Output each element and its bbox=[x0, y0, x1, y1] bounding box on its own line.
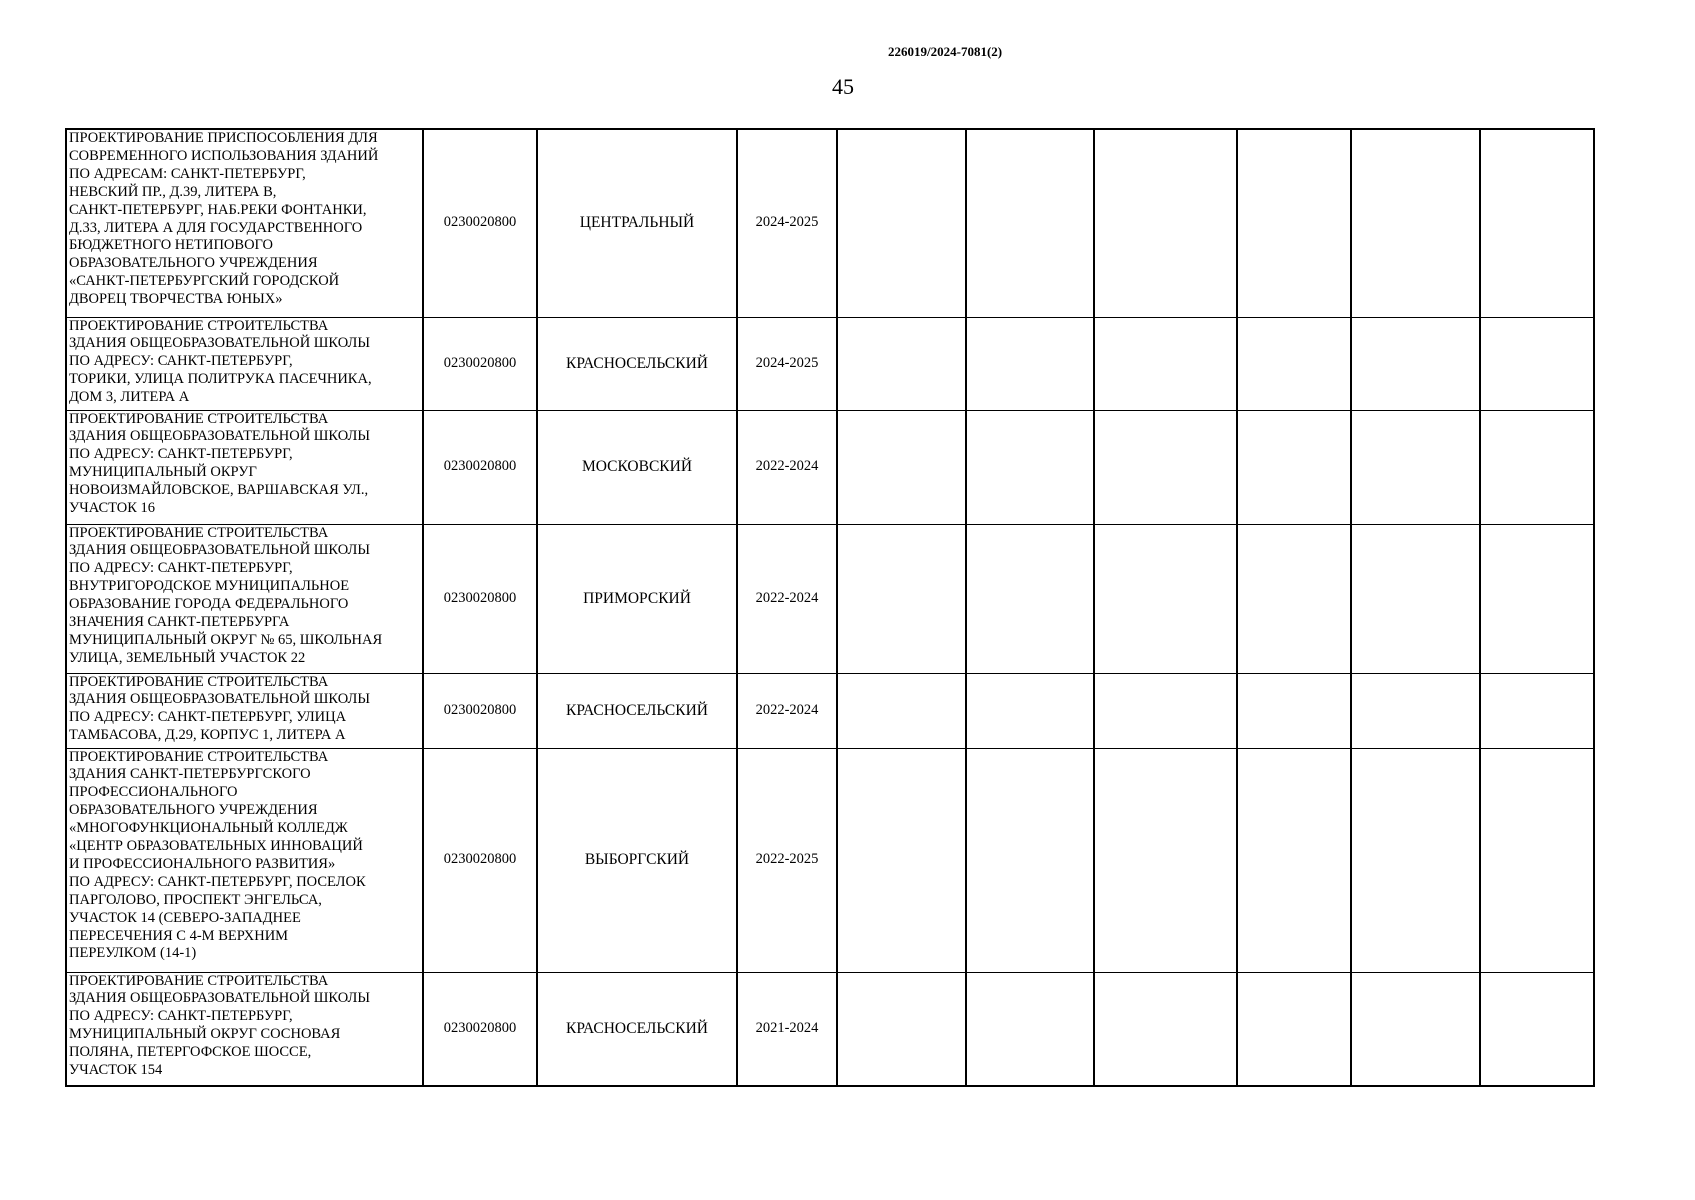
project-description: ПРОЕКТИРОВАНИЕ СТРОИТЕЛЬСТВА ЗДАНИЯ ОБЩЕОБРАЗОВАТЕЛЬНОЙ ШКОЛЫ ПО АДРЕСУ: САНКТ-ПЕТЕРБУРГ, ТОРИКИ, УЛИЦА ПОЛИТРУКА ПАСЕЧНИКА, ДОМ 3, ЛИТЕРА А bbox=[66, 317, 423, 410]
project-description: ПРОЕКТИРОВАНИЕ ПРИСПОСОБЛЕНИЯ ДЛЯ СОВРЕМЕННОГО ИСПОЛЬЗОВАНИЯ ЗДАНИЙ ПО АДРЕСАМ: САНКТ-ПЕТЕРБУРГ, НЕВСКИЙ ПР., Д.39, ЛИТЕРА В, САНКТ-ПЕТЕРБУРГ, НАБ.РЕКИ ФОНТАНКИ, Д.33, ЛИТЕРА А ДЛЯ ГОСУДАРСТВЕННОГО БЮДЖЕТНОГО НЕТИПОВОГО ОБРАЗОВАТЕЛЬНОГО УЧРЕЖДЕНИЯ «САНКТ-ПЕТЕРБУРГСКИЙ ГОРОДСКОЙ ДВОРЕЦ ТВОРЧЕСТВА ЮНЫХ» bbox=[66, 129, 423, 317]
empty-cell bbox=[1480, 972, 1594, 1086]
project-description: ПРОЕКТИРОВАНИЕ СТРОИТЕЛЬСТВА ЗДАНИЯ ОБЩЕОБРАЗОВАТЕЛЬНОЙ ШКОЛЫ ПО АДРЕСУ: САНКТ-ПЕТЕРБУРГ, ВНУТРИГОРОДСКОЕ МУНИЦИПАЛЬНОЕ ОБРАЗОВАНИЕ ГОРОДА ФЕДЕРАЛЬНОГО ЗНАЧЕНИЯ САНКТ-ПЕТЕРБУРГА МУНИЦИПАЛЬНЫЙ ОКРУГ № 65, ШКОЛЬНАЯ УЛИЦА, ЗЕМЕЛЬНЫЙ УЧАСТОК 22 bbox=[66, 524, 423, 673]
table-row bbox=[66, 748, 1594, 972]
table-row bbox=[66, 410, 1594, 524]
table-row bbox=[66, 317, 1594, 410]
empty-cell bbox=[966, 317, 1094, 410]
empty-cell bbox=[1351, 673, 1480, 748]
project-period: 2022-2024 bbox=[737, 524, 837, 673]
budget-code: 0230020800 bbox=[423, 129, 537, 317]
empty-cell bbox=[837, 673, 966, 748]
table-row bbox=[66, 972, 1594, 1086]
budget-code: 0230020800 bbox=[423, 410, 537, 524]
empty-cell bbox=[1237, 129, 1351, 317]
empty-cell bbox=[1480, 129, 1594, 317]
empty-cell bbox=[966, 972, 1094, 1086]
empty-cell bbox=[837, 317, 966, 410]
project-period: 2024-2025 bbox=[737, 129, 837, 317]
empty-cell bbox=[1094, 524, 1237, 673]
empty-cell bbox=[1351, 524, 1480, 673]
empty-cell bbox=[1480, 673, 1594, 748]
table-row bbox=[66, 673, 1594, 748]
projects-table bbox=[65, 128, 1595, 1087]
empty-cell bbox=[966, 410, 1094, 524]
empty-cell bbox=[1237, 972, 1351, 1086]
empty-cell bbox=[1351, 748, 1480, 972]
empty-cell bbox=[1237, 317, 1351, 410]
budget-code: 0230020800 bbox=[423, 972, 537, 1086]
table-row bbox=[66, 524, 1594, 673]
district-name: КРАСНОСЕЛЬСКИЙ bbox=[537, 972, 737, 1086]
empty-cell bbox=[837, 972, 966, 1086]
empty-cell bbox=[1094, 317, 1237, 410]
empty-cell bbox=[966, 748, 1094, 972]
project-description: ПРОЕКТИРОВАНИЕ СТРОИТЕЛЬСТВА ЗДАНИЯ ОБЩЕОБРАЗОВАТЕЛЬНОЙ ШКОЛЫ ПО АДРЕСУ: САНКТ-ПЕТЕРБУРГ, УЛИЦА ТАМБАСОВА, Д.29, КОРПУС 1, ЛИТЕРА А bbox=[66, 673, 423, 748]
budget-code: 0230020800 bbox=[423, 524, 537, 673]
empty-cell bbox=[1237, 748, 1351, 972]
project-description: ПРОЕКТИРОВАНИЕ СТРОИТЕЛЬСТВА ЗДАНИЯ САНКТ-ПЕТЕРБУРГСКОГО ПРОФЕССИОНАЛЬНОГО ОБРАЗОВАТЕЛЬНОГО УЧРЕЖДЕНИЯ «МНОГОФУНКЦИОНАЛЬНЫЙ КОЛЛЕДЖ «ЦЕНТР ОБРАЗОВАТЕЛЬНЫХ ИННОВАЦИЙ И ПРОФЕССИОНАЛЬНОГО РАЗВИТИЯ» ПО АДРЕСУ: САНКТ-ПЕТЕРБУРГ, ПОСЕЛОК ПАРГОЛОВО, ПРОСПЕКТ ЭНГЕЛЬСА, УЧАСТОК 14 (СЕВЕРО-ЗАПАДНЕЕ ПЕРЕСЕЧЕНИЯ С 4-М ВЕРХНИМ ПЕРЕУЛКОМ (14-1) bbox=[66, 748, 423, 972]
empty-cell bbox=[1480, 317, 1594, 410]
empty-cell bbox=[1351, 317, 1480, 410]
empty-cell bbox=[1094, 748, 1237, 972]
empty-cell bbox=[1237, 673, 1351, 748]
project-period: 2022-2024 bbox=[737, 673, 837, 748]
budget-code: 0230020800 bbox=[423, 748, 537, 972]
empty-cell bbox=[1094, 673, 1237, 748]
district-name: КРАСНОСЕЛЬСКИЙ bbox=[537, 673, 737, 748]
empty-cell bbox=[1480, 524, 1594, 673]
empty-cell bbox=[837, 524, 966, 673]
empty-cell bbox=[1237, 524, 1351, 673]
empty-cell bbox=[1237, 410, 1351, 524]
empty-cell bbox=[837, 748, 966, 972]
budget-code: 0230020800 bbox=[423, 673, 537, 748]
project-period: 2022-2025 bbox=[737, 748, 837, 972]
empty-cell bbox=[1351, 972, 1480, 1086]
empty-cell bbox=[1480, 410, 1594, 524]
empty-cell bbox=[1094, 972, 1237, 1086]
empty-cell bbox=[837, 410, 966, 524]
district-name: ЦЕНТРАЛЬНЫЙ bbox=[537, 129, 737, 317]
empty-cell bbox=[1351, 410, 1480, 524]
page-number: 45 bbox=[832, 74, 854, 99]
project-period: 2021-2024 bbox=[737, 972, 837, 1086]
empty-cell bbox=[966, 129, 1094, 317]
empty-cell bbox=[837, 129, 966, 317]
empty-cell bbox=[966, 524, 1094, 673]
empty-cell bbox=[1480, 748, 1594, 972]
project-description: ПРОЕКТИРОВАНИЕ СТРОИТЕЛЬСТВА ЗДАНИЯ ОБЩЕОБРАЗОВАТЕЛЬНОЙ ШКОЛЫ ПО АДРЕСУ: САНКТ-ПЕТЕРБУРГ, МУНИЦИПАЛЬНЫЙ ОКРУГ СОСНОВАЯ ПОЛЯНА, ПЕТЕРГОФСКОЕ ШОССЕ, УЧАСТОК 154 bbox=[66, 972, 423, 1086]
empty-cell bbox=[1351, 129, 1480, 317]
district-name: ВЫБОРГСКИЙ bbox=[537, 748, 737, 972]
document-number: 226019/2024-7081(2) bbox=[888, 44, 1003, 59]
budget-code: 0230020800 bbox=[423, 317, 537, 410]
project-description: ПРОЕКТИРОВАНИЕ СТРОИТЕЛЬСТВА ЗДАНИЯ ОБЩЕОБРАЗОВАТЕЛЬНОЙ ШКОЛЫ ПО АДРЕСУ: САНКТ-ПЕТЕРБУРГ, МУНИЦИПАЛЬНЫЙ ОКРУГ НОВОИЗМАЙЛОВСКОЕ, ВАРШАВСКАЯ УЛ., УЧАСТОК 16 bbox=[66, 410, 423, 524]
district-name: МОСКОВСКИЙ bbox=[537, 410, 737, 524]
district-name: ПРИМОРСКИЙ bbox=[537, 524, 737, 673]
project-period: 2024-2025 bbox=[737, 317, 837, 410]
empty-cell bbox=[1094, 410, 1237, 524]
empty-cell bbox=[966, 673, 1094, 748]
empty-cell bbox=[1094, 129, 1237, 317]
table-row bbox=[66, 129, 1594, 317]
district-name: КРАСНОСЕЛЬСКИЙ bbox=[537, 317, 737, 410]
project-period: 2022-2024 bbox=[737, 410, 837, 524]
